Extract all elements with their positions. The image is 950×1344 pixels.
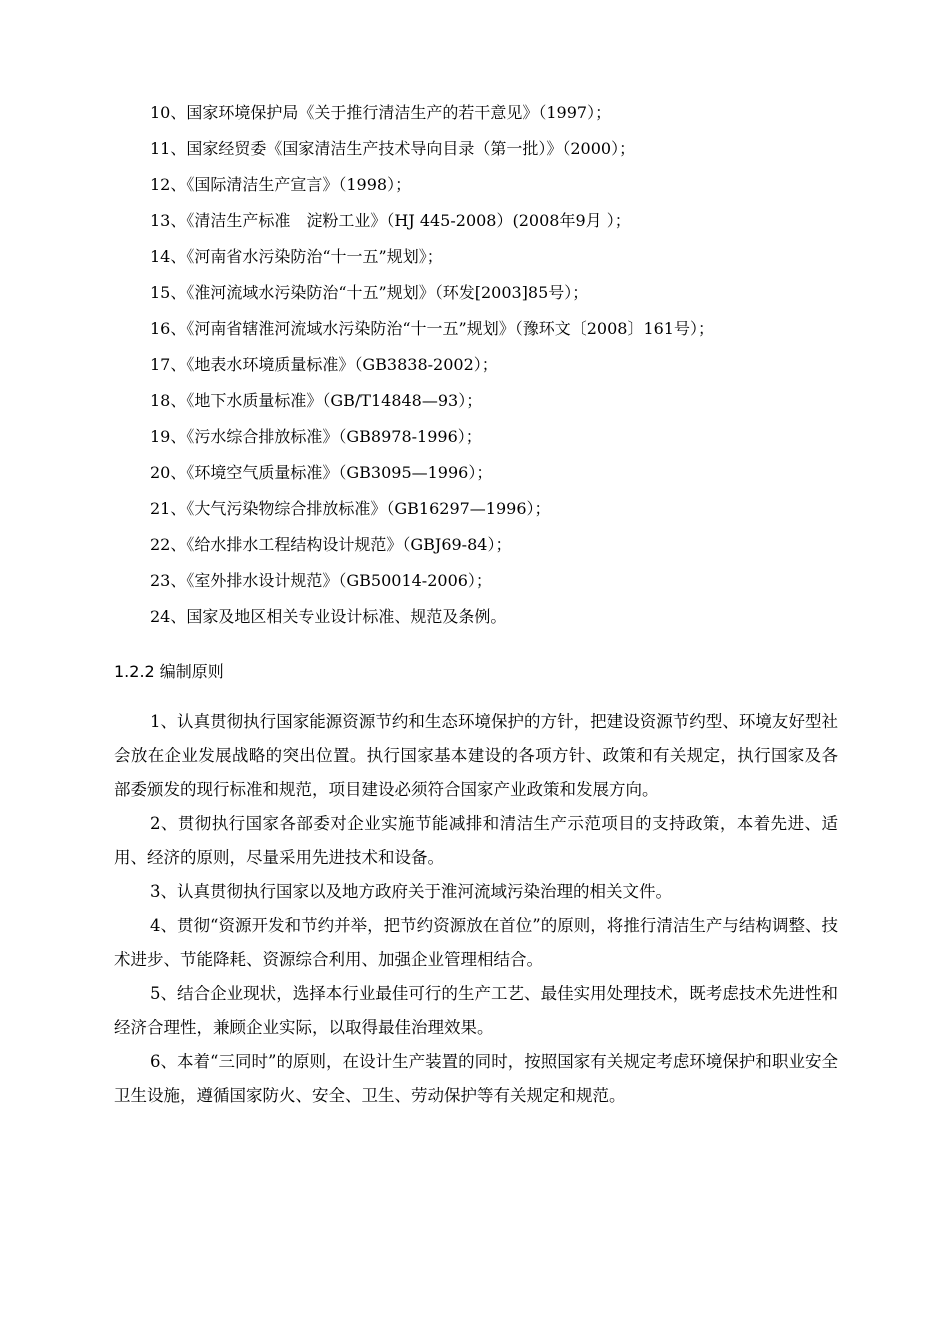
reference-item: 24、国家及地区相关专业设计标准、规范及条例。 <box>150 607 507 626</box>
reference-item: 14、《河南省水污染防治“十一五”规划》； <box>150 247 443 266</box>
principle-paragraph: 5、结合企业现状，选择本行业最佳可行的生产工艺、最佳实用处理技术，既考虑技术先进性和经济合理性，兼顾企业实际，以取得最佳治理效果。 <box>114 984 838 1037</box>
reference-item: 19、《污水综合排放标准》（GB8978-1996）； <box>150 427 482 446</box>
principle-paragraph: 1、认真贯彻执行国家能源资源节约和生态环境保护的方针，把建设资源节约型、环境友好型社会放在企业发展战略的突出位置。执行国家基本建设的各项方针、政策和有关规定，执行国家及各部委颁发的现行标准和规范，项目建设必须符合国家产业政策和发展方向。 <box>114 712 838 799</box>
section-heading: 1.2.2 编制原则 <box>114 662 224 681</box>
reference-item: 10、国家环境保护局《关于推行清洁生产的若干意见》（1997）； <box>150 103 612 122</box>
principle-paragraph: 4、贯彻“资源开发和节约并举，把节约资源放在首位”的原则，将推行清洁生产与结构调整、技术进步、节能降耗、资源综合利用、加强企业管理相结合。 <box>114 916 838 969</box>
reference-item: 11、国家经贸委《国家清洁生产技术导向目录（第一批）》（2000）； <box>150 139 636 158</box>
reference-item: 23、《室外排水设计规范》（GB50014-2006）； <box>150 571 492 590</box>
principle-paragraph: 2、贯彻执行国家各部委对企业实施节能减排和清洁生产示范项目的支持政策，本着先进、适用、经济的原则，尽量采用先进技术和设备。 <box>114 814 838 867</box>
reference-item: 13、《清洁生产标准 淀粉工业》（HJ 445-2008）(2008年9月 ）； <box>150 211 631 230</box>
principles-body <box>114 705 838 1113</box>
principle-paragraph: 6、本着“三同时”的原则，在设计生产装置的同时，按照国家有关规定考虑环境保护和职业安全卫生设施，遵循国家防火、安全、卫生、劳动保护等有关规定和规范。 <box>114 1052 838 1105</box>
principle-paragraph: 3、认真贯彻执行国家以及地方政府关于淮河流域污染治理的相关文件。 <box>150 882 672 901</box>
reference-item: 20、《环境空气质量标准》（GB3095—1996）； <box>150 463 493 482</box>
reference-item: 16、《河南省辖淮河流域水污染防治“十一五”规划》（豫环文〔2008〕161号）； <box>150 319 714 338</box>
reference-item: 22、《给水排水工程结构设计规范》（GBJ69-84）； <box>150 535 512 554</box>
reference-item: 18、《地下水质量标准》（GB/T14848—93）； <box>150 391 483 410</box>
reference-item: 15、《淮河流域水污染防治“十五”规划》（环发[2003]85号）； <box>150 283 589 302</box>
reference-item: 21、《大气污染物综合排放标准》（GB16297—1996）； <box>150 499 551 518</box>
reference-list <box>150 95 870 635</box>
reference-item: 12、《国际清洁生产宣言》（1998）； <box>150 175 412 194</box>
reference-item: 17、《地表水环境质量标准》（GB3838-2002）； <box>150 355 498 374</box>
